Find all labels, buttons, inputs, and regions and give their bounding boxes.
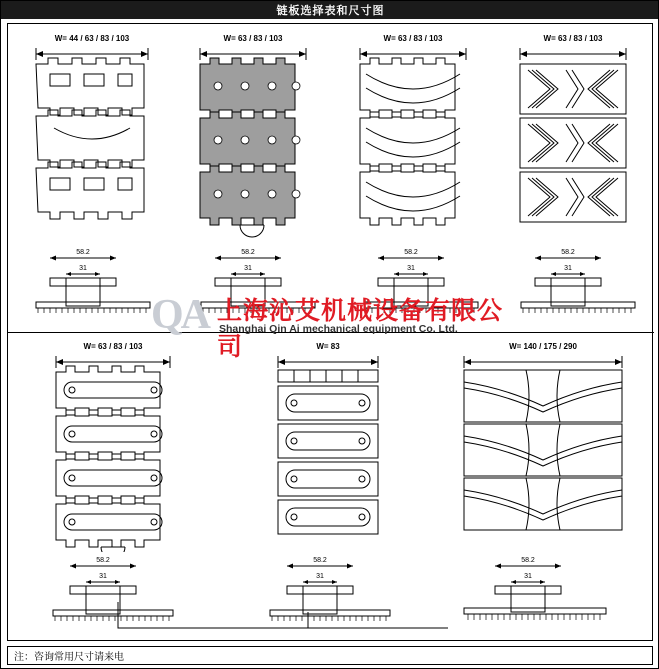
width-label-6: W= 83: [316, 342, 340, 351]
chain-plate-cell-4: [508, 34, 638, 234]
section-dim-top-7: 58.2: [521, 557, 535, 564]
chain-plate-cell-5: [38, 342, 188, 552]
width-label-4: W= 63 / 83 / 103: [543, 34, 603, 43]
section-dim-top-1: 58.2: [76, 249, 90, 256]
width-label-7: W= 140 / 175 / 290: [509, 342, 577, 351]
section-dim-inner-5: 31: [99, 573, 107, 580]
section-dim-inner-7: 31: [524, 573, 532, 580]
bottom-bracket: [8, 602, 654, 642]
chain-plate-cell-7: [448, 342, 638, 542]
section-svg-1: [28, 246, 158, 316]
section-svg-3: [356, 246, 486, 316]
section-dim-inner-2: 31: [244, 265, 252, 272]
section-dim-top-4: 58.2: [561, 249, 575, 256]
section-svg-2: [193, 246, 323, 316]
chain-plate-cell-3: [348, 34, 478, 234]
width-label-5: W= 63 / 83 / 103: [83, 342, 143, 351]
plate-top-view-3: [348, 44, 478, 234]
section-dim-inner-3: 31: [407, 265, 415, 272]
page-title: 链板选择表和尺寸图: [1, 1, 659, 19]
section-dim-inner-1: 31: [79, 265, 87, 272]
chain-plate-section-3: [356, 246, 486, 316]
footer-note: 注：咨询常用尺寸请来电: [7, 646, 653, 665]
section-dim-top-5: 58.2: [96, 557, 110, 564]
section-dim-inner-4: 31: [564, 265, 572, 272]
section-dim-inner-6: 31: [316, 573, 324, 580]
drawing-frame: [7, 23, 653, 641]
plate-top-view-7: [448, 352, 638, 542]
row-divider: [8, 332, 654, 333]
chain-plate-cell-2: [188, 34, 318, 244]
width-label-3: W= 63 / 83 / 103: [383, 34, 443, 43]
section-dim-top-3: 58.2: [404, 249, 418, 256]
width-label-1: W= 44 / 63 / 83 / 103: [54, 34, 130, 43]
company-name-en: Shanghai Qin Ai mechanical equipment Co. Ltd.: [219, 323, 458, 335]
plate-top-view-1: [22, 44, 162, 234]
section-dim-top-6: 58.2: [313, 557, 327, 564]
chain-plate-section-4: [513, 246, 643, 316]
section-dim-top-2: 58.2: [241, 249, 255, 256]
chain-plate-cell-6: [258, 342, 398, 552]
chain-plate-section-1: [28, 246, 158, 316]
plate-top-view-5: [38, 352, 188, 552]
plate-top-view-2: [188, 44, 318, 244]
width-label-2: W= 63 / 83 / 103: [223, 34, 283, 43]
plate-top-view-6: [258, 352, 398, 552]
chain-plate-section-2: [193, 246, 323, 316]
company-name-cn: 上海沁艾机械设备有限公司: [217, 297, 504, 361]
plate-top-view-4: [508, 44, 638, 234]
chain-plate-cell-1: [22, 34, 162, 234]
section-svg-4: [513, 246, 643, 316]
watermark-logo: QA: [151, 292, 208, 338]
